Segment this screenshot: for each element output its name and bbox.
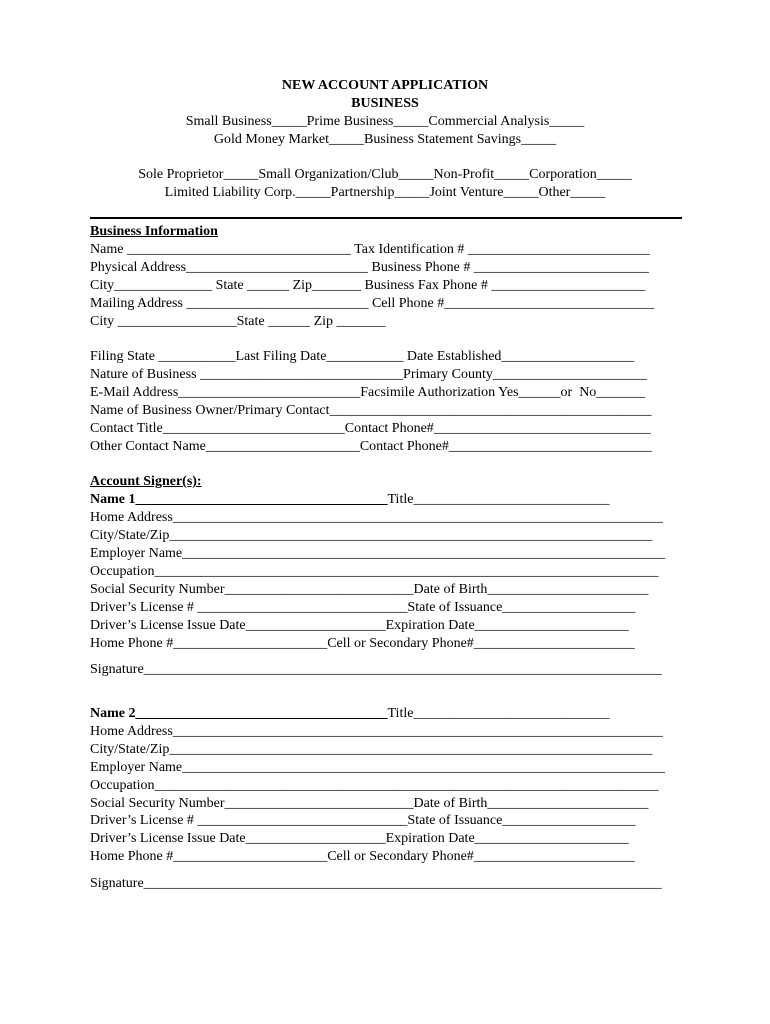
signer2-name-blank[interactable]: ____________________________________ <box>135 706 388 721</box>
signer1-license-issue-field[interactable]: Driver’s License Issue Date____________________Expiration Date______________________ <box>90 618 629 633</box>
signer1-ssn-field[interactable]: Social Security Number___________________________Date of Birth_______________________ <box>90 582 649 597</box>
city-state-zip-field[interactable]: City______________ State ______ Zip_______ Business Fax Phone # ______________________ <box>90 278 646 293</box>
signer2-home-address-field[interactable]: Home Address______________________________________________________________________ <box>90 724 663 739</box>
account-signers-heading: Account Signer(s): <box>90 474 202 489</box>
signer1-city-state-zip-field[interactable]: City/State/Zip_____________________________________________________________________ <box>90 528 653 543</box>
account-types-line-2[interactable]: Gold Money Market_____Business Statement Savings_____ <box>213 132 557 147</box>
signer2-title-field[interactable]: Title____________________________ <box>387 706 610 721</box>
signer2-occupation-field[interactable]: Occupation________________________________________________________________________ <box>90 778 659 793</box>
contact-title-field[interactable]: Contact Title__________________________Contact Phone#_______________________________ <box>90 421 651 436</box>
signer2-ssn-field[interactable]: Social Security Number___________________________Date of Birth_______________________ <box>90 796 649 811</box>
signer2-phone-field[interactable]: Home Phone #______________________Cell or Secondary Phone#_______________________ <box>90 849 635 864</box>
account-types-line-1[interactable]: Small Business_____Prime Business_____Commercial Analysis_____ <box>185 114 585 129</box>
signer1-occupation-field[interactable]: Occupation________________________________________________________________________ <box>90 564 659 579</box>
business-name-field[interactable]: Name ________________________________ Tax Identification # __________________________ <box>90 242 650 257</box>
signer2-license-field[interactable]: Driver’s License # ______________________________State of Issuance___________________ <box>90 813 636 828</box>
form-title: NEW ACCOUNT APPLICATION <box>281 78 489 93</box>
signer2-employer-field[interactable]: Employer Name_____________________________________________________________________ <box>90 760 666 775</box>
form-subtitle: BUSINESS <box>351 96 419 111</box>
signer1-license-field[interactable]: Driver’s License # ______________________________State of Issuance___________________ <box>90 600 636 615</box>
section-divider <box>90 217 682 219</box>
entity-types-line-1[interactable]: Sole Proprietor_____Small Organization/Club_____Non-Profit_____Corporation_____ <box>138 167 632 182</box>
signer1-name-blank[interactable]: ____________________________________ <box>135 492 388 507</box>
signer1-phone-field[interactable]: Home Phone #______________________Cell or Secondary Phone#_______________________ <box>90 636 635 651</box>
other-contact-field[interactable]: Other Contact Name______________________Contact Phone#_____________________________ <box>90 439 652 454</box>
signer1-employer-field[interactable]: Employer Name_____________________________________________________________________ <box>90 546 666 561</box>
signer2-name-label: Name 2 <box>90 706 136 721</box>
physical-address-field[interactable]: Physical Address__________________________ Business Phone # _________________________ <box>90 260 649 275</box>
nature-of-business-field[interactable]: Nature of Business _____________________________Primary County______________________ <box>90 367 647 382</box>
signer1-name-label: Name 1 <box>90 492 136 507</box>
signer1-home-address-field[interactable]: Home Address______________________________________________________________________ <box>90 510 663 525</box>
mailing-city-field[interactable]: City _________________State ______ Zip _______ <box>90 314 386 329</box>
business-info-heading: Business Information <box>90 224 218 239</box>
signer2-name-field[interactable] <box>90 705 609 723</box>
signer2-city-state-zip-field[interactable]: City/State/Zip_____________________________________________________________________ <box>90 742 653 757</box>
signer1-title-field[interactable]: Title____________________________ <box>387 492 610 507</box>
signer2-license-issue-field[interactable]: Driver’s License Issue Date____________________Expiration Date______________________ <box>90 831 629 846</box>
mailing-address-field[interactable]: Mailing Address __________________________ Cell Phone #______________________________ <box>90 296 655 311</box>
email-address-field[interactable]: E-Mail Address__________________________Facsimile Authorization Yes______or No_______ <box>90 385 646 400</box>
signer1-signature-field[interactable]: Signature__________________________________________________________________________ <box>90 662 662 677</box>
signer1-name-field[interactable] <box>90 491 609 509</box>
filing-state-field[interactable]: Filing State ___________Last Filing Date___________ Date Established___________________ <box>90 349 635 364</box>
entity-types-line-2[interactable]: Limited Liability Corp._____Partnership_____Joint Venture_____Other_____ <box>164 185 606 200</box>
signer2-signature-field[interactable]: Signature__________________________________________________________________________ <box>90 876 662 891</box>
owner-contact-field[interactable]: Name of Business Owner/Primary Contact______________________________________________ <box>90 403 652 418</box>
